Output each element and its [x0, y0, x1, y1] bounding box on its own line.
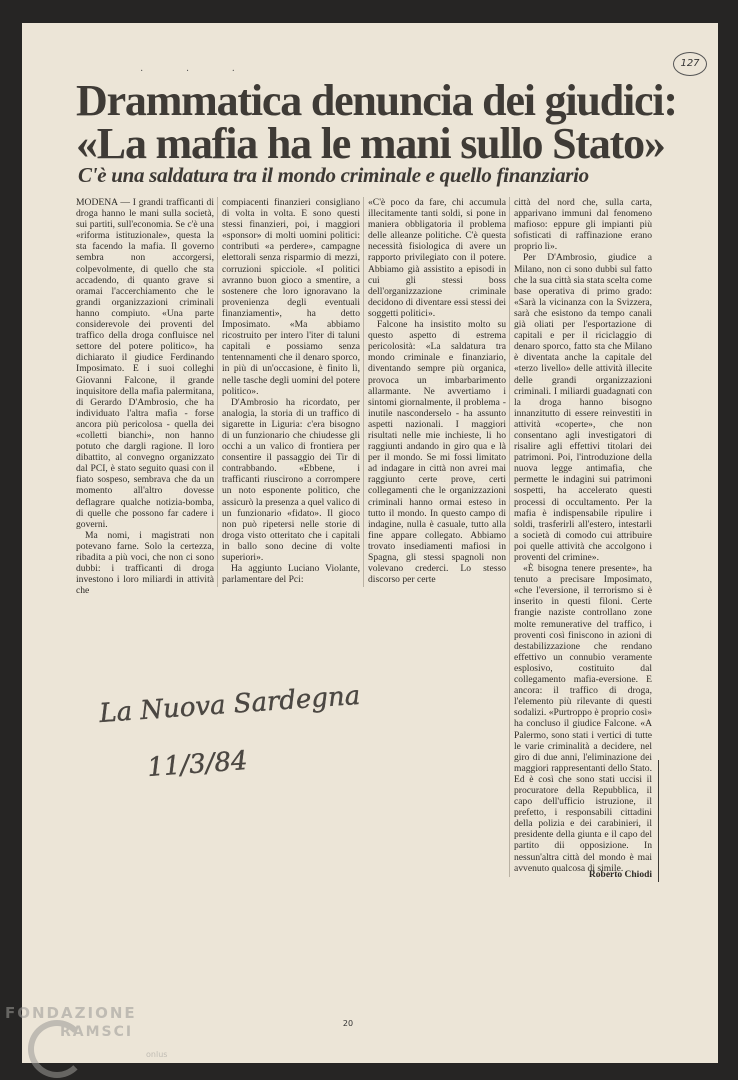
paragraph: «È bisogna tenere presente», ha tenuto a precisare Imposimato, «che l'eversione, il terrorismo si è inserito in questi filoni. Certe frangie naziste controllano zone molte remunerative del traffico, i proventi così finiscono in azioni di destabilizzazione che rendano effettivo un connubio veramente esplosivo, costituito dal collegamento mafia-eversione. E ancora: il traffico di droga, l'elemento più rilevante di questi sodalizi. «Purtroppo è proprio così» ha concluso il giudice Falcone. «A Palermo, sono stati i vertici di tutte le varie criminalità a decidere, nel giro di due anni, l'eliminazione dei maggiori rappresentanti dello Stato. Ed è così che sono stati uccisi il procuratore della Repubblica, il capo dell'ufficio istruzione, il prefetto, i responsabili cittadini della polizia e dei carabinieri, il presidente della giunta e il capo del partito dii opposizione. In nessun'altra città del mondo è mai avvenuto qualcosa di simile. [514, 563, 652, 874]
paragraph: Ha aggiunto Luciano Violante, parlamentare del Pci: [222, 563, 360, 586]
paragraph: città del nord che, sulla carta, apparivano immuni dal fenomeno mafioso: eppure gli impianti più sofisticati di raffinazione erano proprio lì». [514, 197, 652, 253]
headline-line-1: Drammatica denuncia dei giudici: [76, 76, 677, 125]
paragraph: Falcone ha insistito molto su questo aspetto di estrema pericolosità: «La saldatura tra mondo criminale e finanziario, diventando sempre più organica, provoca un imbarbarimento allarmante. Ne avvertiamo i sintomi giornalmente, il problema - inutile nasconderselo - ha assunto aspetti nazionali. I maggiori risultati nelle mie inchieste, li ho raggiunti andando in giro qua e là per il mondo. Se mi fossi limitato ad indagare in città non avrei mai raggiunto certe prove, certi collegamenti che le organizzazioni criminali hanno ormai esteso in tutto il mondo. In questo campo di indagine, nulla è casuale, tutto alla fine appare collegato. Abbiamo trovato insediamenti mafiosi in Spagna, gli stessi spagnoli non volevano crederci. Lo stesso discorso per certe [368, 319, 506, 586]
author-byline: Roberto Chiodi [588, 870, 652, 880]
archive-number-stamp: 127 [673, 52, 707, 76]
archive-watermark [0, 998, 200, 1080]
article-column-4 [514, 197, 652, 877]
article-column-3 [368, 197, 506, 587]
paragraph: D'Ambrosio ha ricordato, per analogia, la storia di un traffico di sigarette in Liguria: c'era bisogno di un funzionario che chiudesse gli occhi a un valico di frontiera per consentire il passaggio dei Tir di contrabbando. «Ebbene, i trafficanti riuscirono a corrompere un noto esponente politico, che assicurò la presenza a quel valico di un funzionario «fidato». Il gioco non può ripetersi nelle storie di droga visto otteritato che i capitali in ballo sono decine di volte superiori». [222, 396, 360, 563]
column-divider [217, 197, 218, 587]
handwritten-annotation [96, 676, 386, 796]
paragraph: compiacenti finanzieri consigliano di volta in volta. E sono questi stessi finanzieri, poi, i maggiori «sponsor» di molti uomini politici: contributi «a perdere», campagne elettorali senza risparmio di mezzi, corruzioni spicciole. «I politici avranno buon gioco a smentire, a sostenere che loro ignoravano la provenienza degli eventuali finanziamenti», ha detto Imposimato. «Ma abbiamo ricostruito per intero l'iter di taluni capitali e possiamo senza tentennamenti che il denaro sporco, in più di un'occasione, è finito lì, nelle tasche degli uomini del potere politico». [222, 197, 360, 397]
watermark-line-2: RAMSCI [60, 1024, 134, 1040]
paragraph: «C'è poco da fare, chi accumula illecitamente tanti soldi, si pone in maniera obbligatoria il problema delle alleanze politiche. C'è questa necessità fisiologica di avere un rapporto privilegiato con il potere. Abbiamo già assistito a episodi in cui gli stessi boss dell'organizzazione criminale decidono di diventare essi stessi dei soggetti politici». [368, 197, 506, 319]
column-divider [509, 197, 510, 877]
headline-line-2: «La mafia ha le mani sullo Stato» [76, 119, 665, 168]
article-column-2 [222, 197, 360, 587]
article-column-1 [76, 197, 214, 597]
paragraph: MODENA — I grandi trafficanti di droga hanno le mani sulla società, sui partiti, sull'economia. Se c'è una «riforma istituzionale», questa la sta facendo la mafia. Il governo sembra non accorgersi, colpevolmente, di quello che sta accadendo, di quanto grave si oramai l'accerchiamento che le grandi organizzazioni criminali hanno compiuto. «Una parte considerevole dei proventi del traffico della droga confluisce nel settore del potere politico», ha dichiarato il giudice Ferdinando Imposimato. E i suoi colleghi Giovanni Falcone, il grande inquisitore della mafia palermitana, di Gerardo D'Ambrosio, che ha individuato l'altra mafia - forse ancora più pericolosa - quella dei «colletti bianchi», non hanno potuto che dargli ragione. Il loro dibattito, al convegno organizzato dal PCI, è stato seguito quasi con il fiato sospeso, sembrava che da un momento all'altro dovesse deflagrare qualche notizia-bomba, di quelle che possono far cadere i governi. [76, 197, 214, 530]
paragraph: Per D'Ambrosio, giudice a Milano, non ci sono dubbi sul fatto che la sua città sia stata scelta come base operativa di primo grado: «Sarà la vicinanza con la Svizzera, sarà che esistono da tempo canali già oliati per l'esportazione di capitali e per il riciclaggio di denaro sporco, fatto sta che Milano è diventata anche la capitale del «terzo livello» delle attività illecite delle grandi organizzazioni criminali. I miliardi guadagnati con la droga hanno bisogno innanzitutto di essere reinvestiti in attività «coperte», che non consentano agli investigatori di risalire agli effettivi titolari dei patrimoni. Poi, l'introduzione della nuova legge antimafia, che permette le indagini sui patrimoni sospetti, ha accelerato questi processi di occultamento. Per la mafia è indispensabile ripulire i soldi, trasferirli all'estero, intestarli a società di comodo cui attribuire poi quelle attività che accolgono i proventi del crimine». [514, 252, 652, 563]
handwritten-source: La Nuova Sardegna [98, 680, 362, 729]
watermark-line-1: FONDAZIONE [5, 1004, 137, 1022]
handwritten-date: 11/3/84 [146, 746, 249, 783]
column-divider [363, 197, 364, 587]
headline-top-fragment: · · · [140, 66, 255, 77]
paragraph: Ma nomi, i magistrati non potevano farne. Solo la certezza, ribadita a più voci, che non ci sono dubbi: i trafficanti di droga investono i loro miliardi in attività che [76, 529, 214, 597]
subheadline: C'è una saldatura tra il mondo criminale e quello finanziario [78, 163, 589, 187]
byline-rule [658, 760, 659, 882]
page-number: 20 [342, 1019, 354, 1028]
watermark-tag: onlus [146, 1050, 168, 1059]
